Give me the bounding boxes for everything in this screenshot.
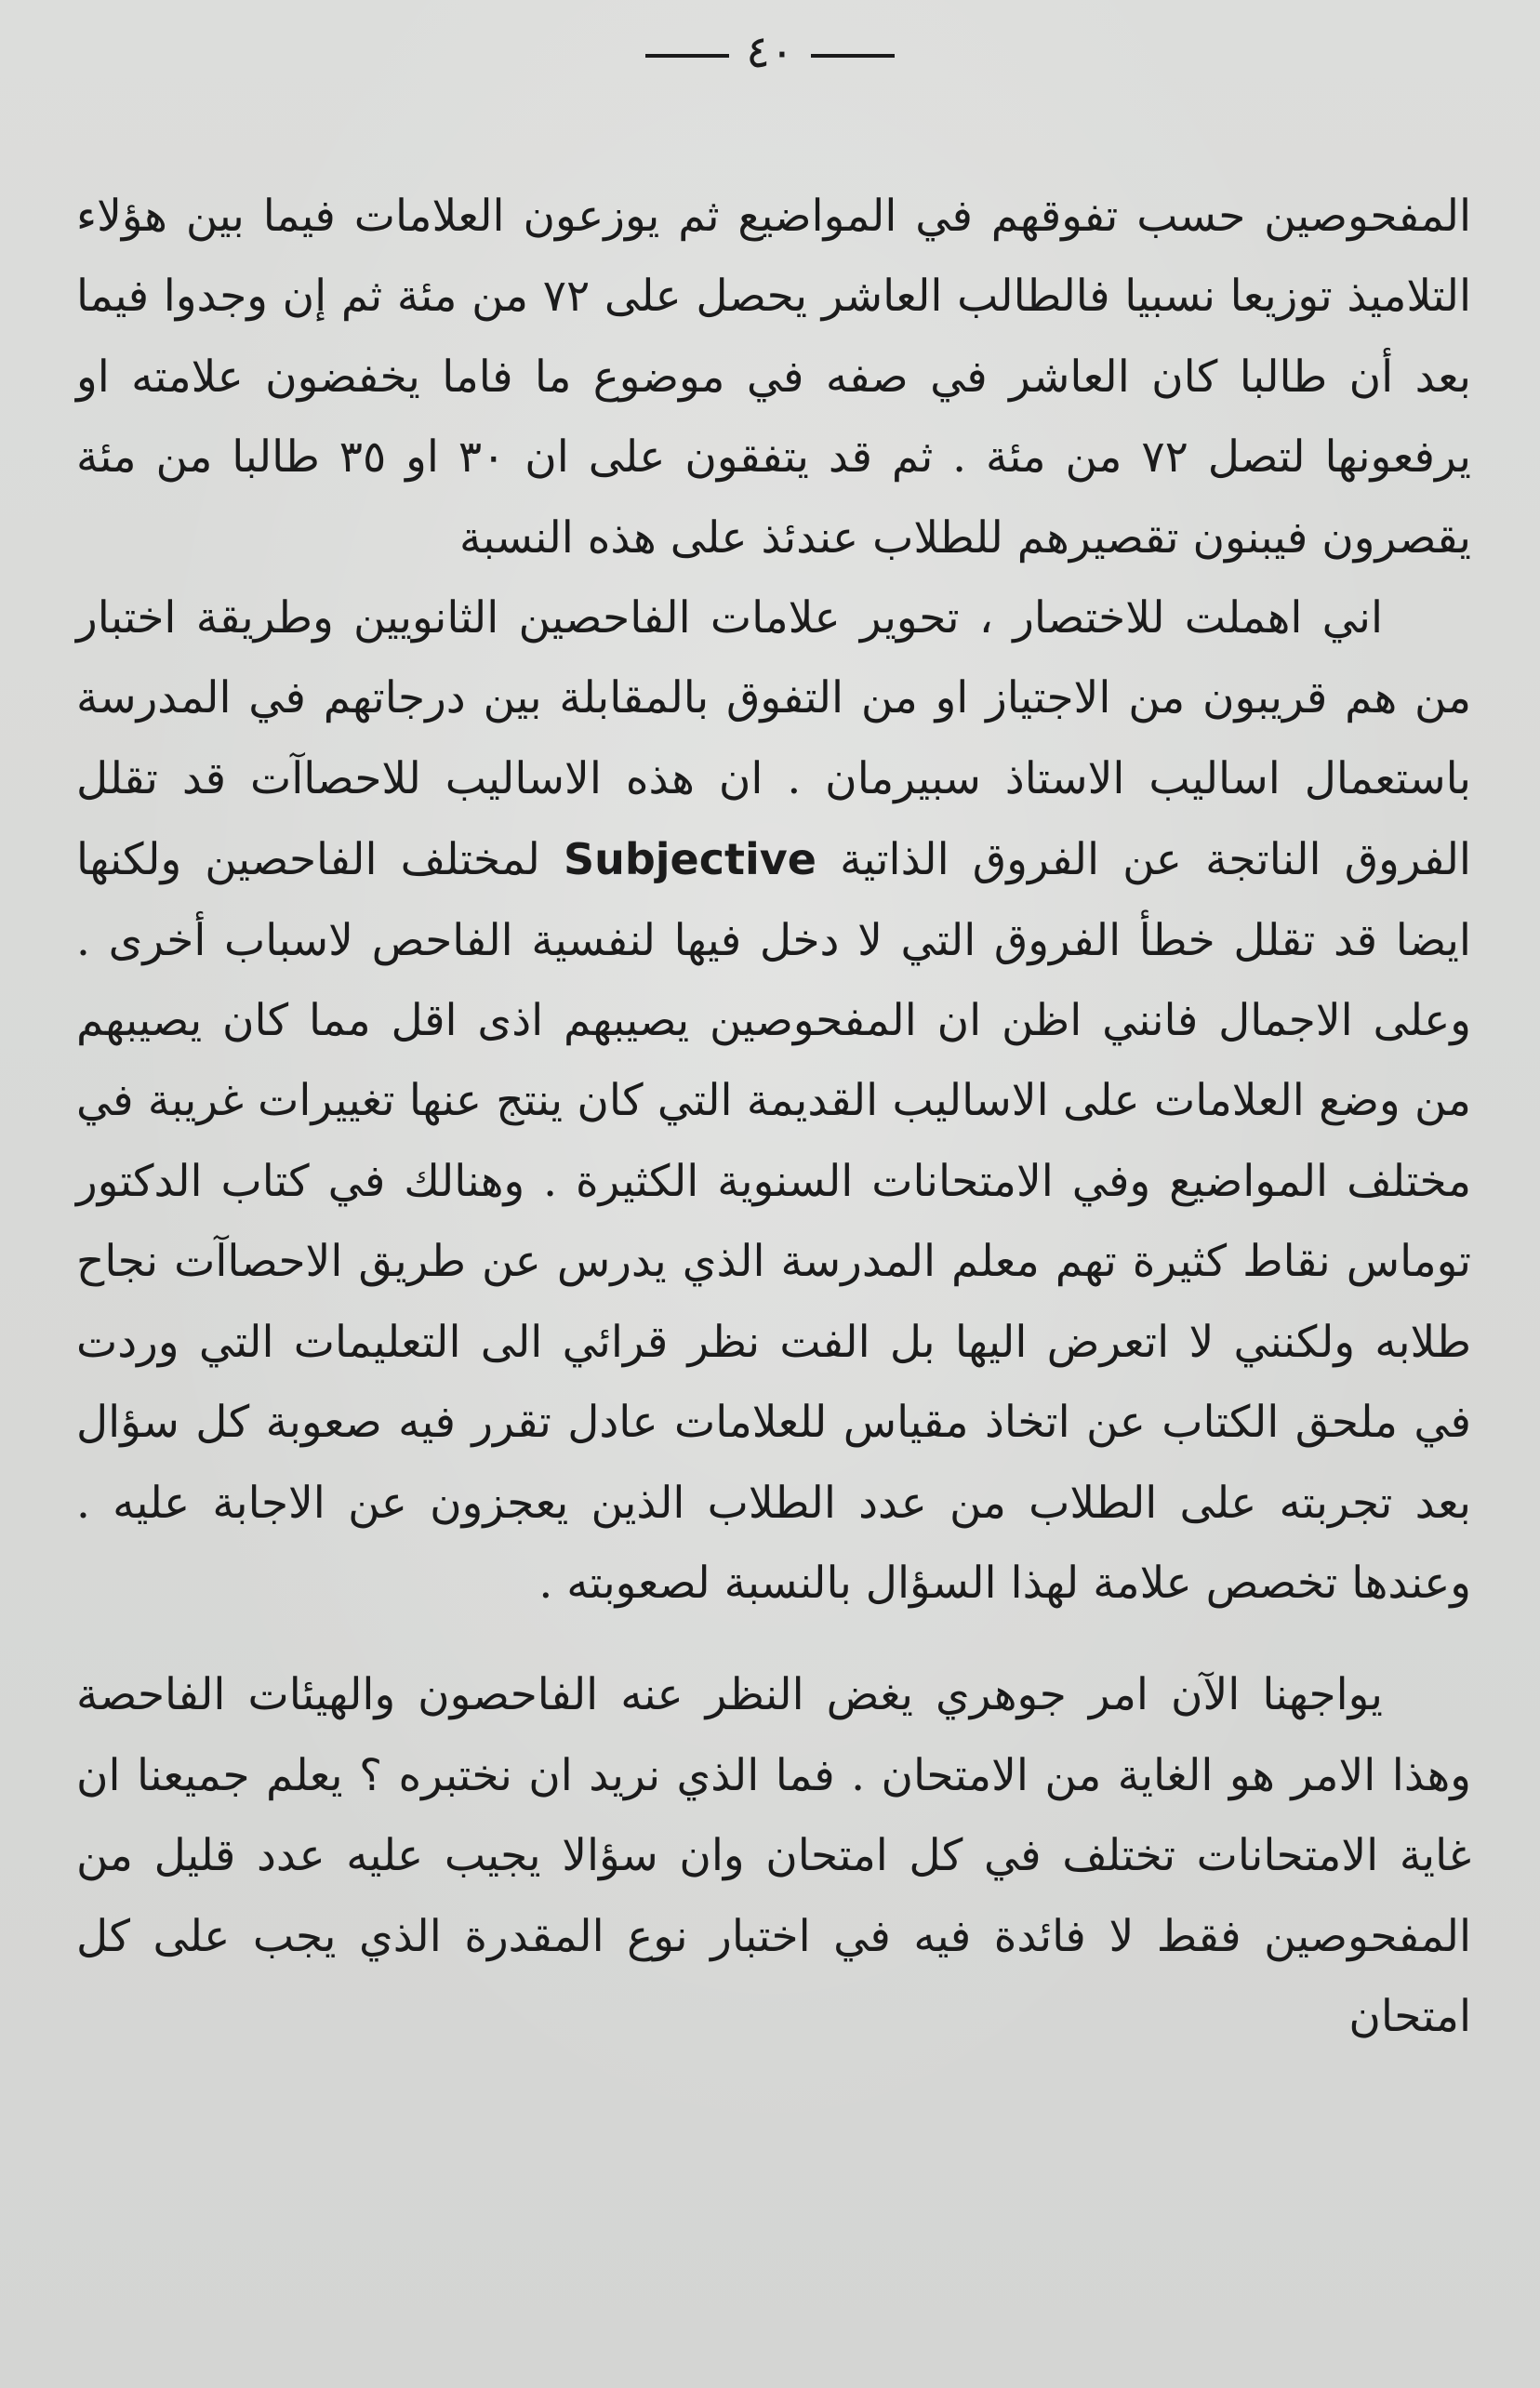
paragraph-2-text-end: لمختلف الفاحصين ولكنها ايضا قد تقلل خطأ الفروق التي لا دخل فيها لنفسية الفاحص لاسباب أخرى . وعلى الاجمال فانني اظن ان المفحوصين يصيبهم اذى اقل مما كان يصيبهم من وضع العلامات على الاساليب القديمة التي كان ينتج عنها تغييرات غريبة في مختلف المواضيع وفي الامتحانات السنوية الكثيرة . وهنالك في كتاب الدكتور توماس نقاط كثيرة تهم معلم المدرسة الذي يدرس عن طريق الاحصاآت نجاح طلابه ولكنني لا اتعرض اليها بل الفت نظر قرائي الى التعليمات التي وردت في ملحق الكتاب عن اتخاذ مقياس للعلامات عادل تقرر فيه صعوبة كل سؤال بعد تجربته على الطلاب من عدد الطلاب الذين يعجزون عن الاجابة عليه . وعندها تخصص علامة لهذا السؤال بالنسبة لصعوبته .	[76, 834, 1471, 1609]
paragraph-1	[76, 177, 1471, 578]
paragraph-2-text-start: اني اهملت للاختصار ، تحوير علامات الفاحصين الثانويين وطريقة اختبار من هم قريبون من الاجتياز او من التفوق بالمقابلة بين درجاتهم في المدرسة باستعمال اساليب الاستاذ سبيرمان . ان هذه الاساليب للاحصاآت قد تقلل الفروق الناتجة عن الفروق الذاتية	[76, 592, 1471, 886]
paragraph-2	[76, 578, 1471, 1624]
paragraph-3	[76, 1655, 1471, 2057]
page-number-text: ٤٠	[746, 26, 794, 78]
paragraph-3-text: يواجهنا الآن امر جوهري يغض النظر عنه الفاحصون والهيئات الفاحصة وهذا الامر هو الغاية من الامتحان . فما الذي نريد ان نختبره ؟ يعلم جميعنا ان غاية الامتحانات تختلف في كل امتحان وان سؤالا يجيب عليه عدد قليل من المفحوصين فقط لا فائدة فيه في اختبار نوع المقدرة الذي يجب على كل امتحان	[76, 1669, 1471, 2042]
page-number-right-dash	[811, 54, 895, 58]
page-number	[0, 26, 1540, 78]
paragraph-2-latin-term: Subjective	[563, 834, 816, 885]
page-number-left-dash	[645, 54, 729, 58]
body-text	[76, 177, 1471, 2057]
paragraph-1-text: المفحوصين حسب تفوقهم في المواضيع ثم يوزعون العلامات فيما بين هؤلاء التلاميذ توزيعا نسبيا فالطالب العاشر يحصل على ٧٢ من مئة ثم إن وجدوا فيما بعد أن طالبا كان العاشر في صفه في موضوع ما فاما يخفضون علامته او يرفعونها لتصل ٧٢ من مئة . ثم قد يتفقون على ان ٣٠ او ٣٥ طالبا من مئة يقصرون فيبنون تقصيرهم للطلاب عندئذ على هذه النسبة	[76, 191, 1472, 564]
